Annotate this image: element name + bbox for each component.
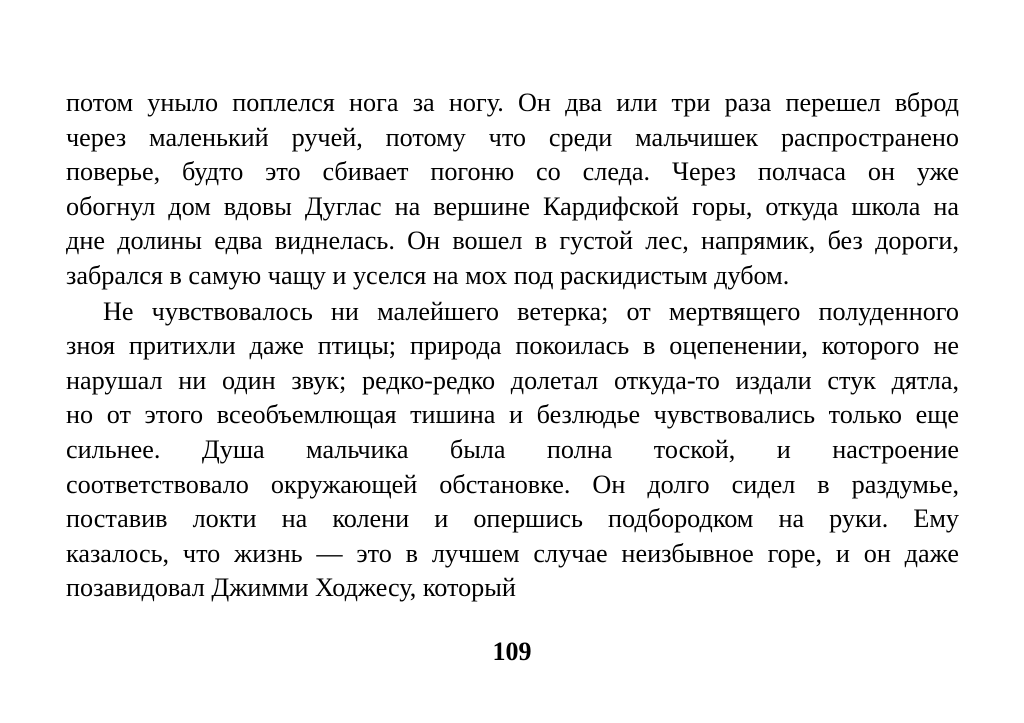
text-line: но от этого всеобъемлющая тишина и безлюдье чувствовались только еще xyxy=(66,400,959,430)
text-line: забрался в самую чащу и уселся на мох под раскидистым дубом. xyxy=(66,260,790,290)
paragraph-1 xyxy=(66,86,959,294)
text-line: нарушал ни один звук; редко-редко долетал откуда-то издали стук дятла, xyxy=(66,365,959,395)
text-line: потом уныло поплелся нога за ногу. Он два или три раза перешел вброд xyxy=(66,88,959,117)
text-line: дне долины едва виднелась. Он вошел в густой лес, напрямик, без дороги, xyxy=(66,226,959,256)
text-line: Не чувствовалось ни малейшего ветерка; от мертвящего полуденного xyxy=(103,296,959,326)
page-body xyxy=(66,86,959,606)
paragraph-2 xyxy=(66,295,959,606)
text-line: сильнее. Душа мальчика была полна тоской, и настроение xyxy=(66,434,959,464)
text-line: через маленький ручей, потому что среди мальчишек распространено xyxy=(66,122,959,152)
text-line: казалось, что жизнь — это в лучшем случае неизбывное горе, и он даже xyxy=(66,538,959,568)
text-line: поставив локти на колени и опершись подбородком на руки. Ему xyxy=(66,504,959,534)
page-number: 109 xyxy=(492,637,532,666)
text-line: зноя притихли даже птицы; природа покоилась в оцепенении, которого не xyxy=(66,331,959,361)
text-line: обогнул дом вдовы Дуглас на вершине Кардифской горы, откуда школа на xyxy=(66,191,959,221)
text-line: поверье, будто это сбивает погоню со следа. Через полчаса он уже xyxy=(66,157,959,187)
text-line: позавидовал Джимми Ходжесу, который xyxy=(66,573,516,603)
text-line: соответствовало окружающей обстановке. Он долго сидел в раздумье, xyxy=(66,469,959,499)
